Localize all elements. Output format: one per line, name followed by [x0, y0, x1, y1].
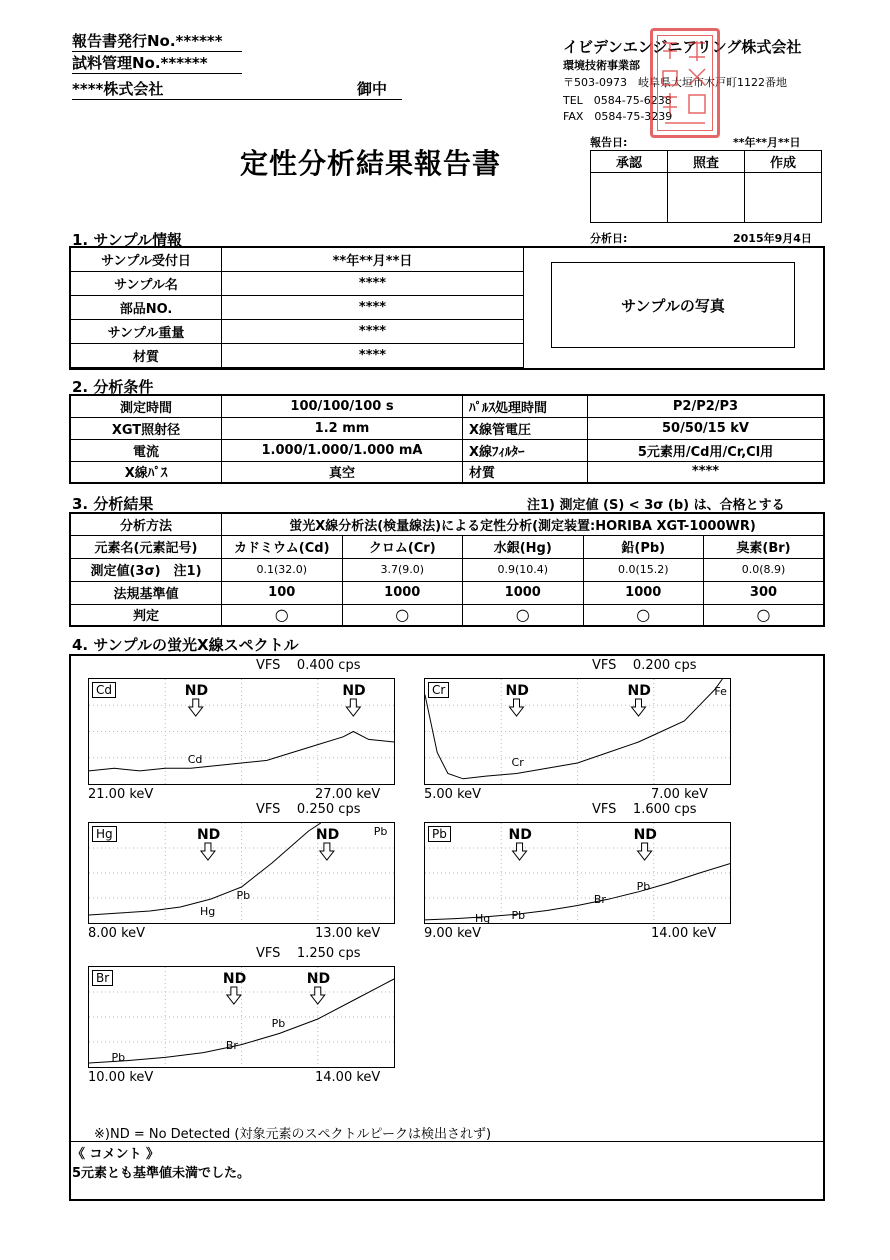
peak-label: Pb — [271, 1017, 286, 1030]
peak-label: Fe — [714, 684, 727, 698]
spectrum-br-vfs-header — [256, 946, 360, 961]
spectrum-hg-plot — [89, 823, 394, 923]
vfs-value: 1.250 — [280, 946, 339, 961]
cell-label: 電流 — [70, 439, 222, 461]
peak-label: Br — [593, 892, 606, 906]
cell-value: **** — [222, 272, 524, 296]
vfs-label: VFS — [592, 802, 617, 817]
company-address: 〒503-0973 岐阜県大垣市木戸町1122番地 — [563, 76, 787, 89]
judgement-label: 判定 — [70, 604, 222, 626]
spectrum-cr-vfs-header — [592, 658, 696, 673]
report-date-label: 報告日: — [590, 136, 628, 149]
spectrum-pb-x-min: 9.00 keV — [424, 926, 482, 941]
cell-label: ﾊﾟﾙｽ処理時間 — [463, 395, 588, 417]
pass-criteria-note: 注1) 測定値 (S) < 3σ (b) は、合格とする — [527, 498, 785, 513]
spectrum-br-x-min: 10.00 keV — [88, 1070, 154, 1085]
nd-footnote: ※)ND = No Detected (対象元素のスペクトルピークは検出されず) — [94, 1127, 492, 1142]
sample-info-table — [70, 247, 524, 368]
peak-label: Hg — [199, 905, 216, 918]
nd-label: ND — [315, 827, 340, 843]
analysis-date-value: 2015年9月4日 — [733, 232, 812, 245]
peak-label: Cd — [187, 753, 203, 767]
peak-label: Hg — [474, 911, 491, 925]
peak-label: Pb — [236, 889, 251, 902]
vfs-unit: cps — [674, 802, 697, 817]
cell-value: 5元素用/Cd用/Cr,Cl用 — [588, 439, 825, 461]
spectrum-hg-x-min: 8.00 keV — [88, 926, 146, 941]
report-title: 定性分析結果報告書 — [240, 147, 502, 180]
cell-label: X線ﾊﾟｽ — [70, 461, 222, 483]
cell-label: 測定時間 — [70, 395, 222, 417]
peak-label: Pb — [511, 908, 526, 922]
judgement-value: ○ — [583, 604, 704, 626]
method-label: 分析方法 — [70, 513, 222, 535]
vfs-label: VFS — [256, 658, 281, 673]
nd-arrow-icon — [638, 843, 652, 860]
vfs-value: 0.400 — [280, 658, 339, 673]
vfs-unit: cps — [338, 946, 361, 961]
company-tel: TEL 0584-75-6238 — [563, 94, 672, 107]
author-cell — [745, 173, 822, 223]
nd-label: ND — [508, 827, 532, 843]
comment-divider — [71, 1141, 823, 1142]
spectrum-pb-chart — [424, 822, 731, 924]
standard-value: 1000 — [583, 581, 704, 604]
report-number: 報告書発行No.****** — [72, 30, 242, 52]
standard-label: 法規基準値 — [70, 581, 222, 604]
measured-value: 0.0(8.9) — [704, 558, 825, 581]
nd-label: ND — [627, 683, 651, 699]
vfs-unit: cps — [674, 658, 697, 673]
element-name: 水銀(Hg) — [463, 535, 584, 558]
section4-title: 4. サンプルの蛍光X線スペクトル — [72, 636, 299, 654]
cell-label: 部品NO. — [71, 296, 222, 320]
vfs-label: VFS — [256, 802, 281, 817]
cell-label: サンプル受付日 — [71, 248, 222, 272]
spectrum-cd-x-max: 27.00 keV — [315, 787, 381, 802]
nd-arrow-icon — [201, 843, 215, 860]
peak-label: Br — [225, 1039, 238, 1053]
spectrum-cr-chart — [424, 678, 731, 785]
spectrum-cd-vfs-header — [256, 658, 360, 673]
spectrum-pb-vfs-header — [592, 802, 696, 817]
cell-label: サンプル重量 — [71, 320, 222, 344]
cell-value: 50/50/15 kV — [588, 417, 825, 439]
spectrum-hg-x-max: 13.00 keV — [315, 926, 381, 941]
nd-arrow-icon — [346, 699, 360, 716]
comment-text: 5元素とも基準値未満でした。 — [72, 1166, 251, 1181]
nd-label: ND — [222, 971, 247, 987]
vfs-value: 0.250 — [280, 802, 339, 817]
vfs-unit: cps — [338, 802, 361, 817]
company-name: イビデンエンジニアリング株式会社 — [563, 38, 802, 56]
element-name: 鉛(Pb) — [583, 535, 704, 558]
nd-arrow-icon — [513, 843, 527, 860]
spectrum-hg-chart — [88, 822, 395, 924]
standard-value: 100 — [222, 581, 343, 604]
cell-value: 1.2 mm — [222, 417, 463, 439]
nd-label: ND — [196, 827, 221, 843]
cell-value: **** — [588, 461, 825, 483]
measured-value: 0.9(10.4) — [463, 558, 584, 581]
method-value: 蛍光X線分析法(検量線法)による定性分析(測定装置:HORIBA XGT-1000WR) — [222, 513, 825, 535]
standard-value: 1000 — [463, 581, 584, 604]
cell-label: XGT照射径 — [70, 417, 222, 439]
approval-header: 承認 — [591, 151, 668, 173]
spectrum-cr-element-tag: Cr — [428, 682, 449, 698]
element-name: 臭素(Br) — [704, 535, 825, 558]
nd-label: ND — [505, 683, 529, 699]
cell-value: 真空 — [222, 461, 463, 483]
vfs-label: VFS — [256, 946, 281, 961]
company-fax: FAX 0584-75-3239 — [563, 110, 673, 123]
cell-value: **年**月**日 — [222, 248, 524, 272]
section3-title: 3. 分析結果 — [72, 495, 154, 513]
honorific: 御中 — [357, 80, 388, 98]
cell-label: 材質 — [463, 461, 588, 483]
spectrum-hg-element-tag: Hg — [92, 826, 117, 842]
element-name: クロム(Cr) — [342, 535, 463, 558]
spectrum-cr-plot — [425, 679, 730, 784]
measured-value: 0.1(32.0) — [222, 558, 343, 581]
measured-label: 測定値(3σ) 注1) — [70, 558, 222, 581]
nd-arrow-icon — [510, 699, 524, 716]
cell-value: 100/100/100 s — [222, 395, 463, 417]
vfs-value: 0.200 — [616, 658, 675, 673]
peak-label: Pb — [111, 1050, 126, 1064]
nd-label: ND — [633, 827, 657, 843]
vfs-label: VFS — [592, 658, 617, 673]
spectrum-cr-x-min: 5.00 keV — [424, 787, 482, 802]
cell-value: **** — [222, 296, 524, 320]
standard-value: 300 — [704, 581, 825, 604]
nd-arrow-icon — [311, 987, 325, 1004]
client-name: ****株式会社 — [72, 80, 164, 98]
nd-label: ND — [342, 683, 366, 699]
nd-label: ND — [184, 683, 209, 699]
cell-label: X線ﾌｨﾙﾀｰ — [463, 439, 588, 461]
measured-value: 3.7(9.0) — [342, 558, 463, 581]
author-header: 作成 — [745, 151, 822, 173]
company-seal-stamp — [650, 28, 720, 138]
spectrum-br-element-tag: Br — [92, 970, 113, 986]
spectrum-pb-x-max: 14.00 keV — [651, 926, 717, 941]
conditions-table — [69, 394, 825, 484]
spectrum-br-x-max: 14.00 keV — [315, 1070, 381, 1085]
nd-arrow-icon — [189, 699, 203, 716]
results-table — [69, 512, 825, 627]
section2-title: 2. 分析条件 — [72, 378, 154, 396]
nd-arrow-icon — [320, 843, 334, 860]
client-line — [72, 78, 402, 100]
cell-value: **** — [222, 320, 524, 344]
comment-header: 《 コメント 》 — [72, 1147, 160, 1162]
peak-label: Cr — [511, 755, 524, 769]
sample-management-number: 試料管理No.****** — [72, 52, 242, 74]
judgement-value: ○ — [222, 604, 343, 626]
vfs-unit: cps — [338, 658, 361, 673]
judgement-value: ○ — [463, 604, 584, 626]
analysis-date-label: 分析日: — [590, 232, 628, 245]
spectrum-hg-vfs-header — [256, 802, 360, 817]
nd-arrow-icon — [632, 699, 646, 716]
company-dept: 環境技術事業部 — [563, 59, 640, 72]
vfs-value: 1.600 — [616, 802, 675, 817]
report-date-value: **年**月**日 — [733, 136, 801, 149]
cell-value: P2/P2/P3 — [588, 395, 825, 417]
cell-label: サンプル名 — [71, 272, 222, 296]
approval-table — [590, 150, 822, 223]
spectrum-br-chart — [88, 966, 395, 1068]
standard-value: 1000 — [342, 581, 463, 604]
review-cell — [668, 173, 745, 223]
judgement-value: ○ — [704, 604, 825, 626]
sample-photo-placeholder: サンプルの写真 — [551, 262, 795, 348]
peak-label: Pb — [636, 880, 651, 894]
spectrum-pb-element-tag: Pb — [428, 826, 451, 842]
nd-arrow-icon — [227, 987, 241, 1004]
spectrum-cd-x-min: 21.00 keV — [88, 787, 154, 802]
cell-label: X線管電圧 — [463, 417, 588, 439]
approval-cell — [591, 173, 668, 223]
spectrum-cr-series-line — [425, 679, 722, 779]
peak-label: Pb — [373, 825, 388, 838]
cell-label: 材質 — [71, 344, 222, 368]
nd-label: ND — [306, 971, 331, 987]
spectrum-cd-element-tag: Cd — [92, 682, 116, 698]
element-label: 元素名(元素記号) — [70, 535, 222, 558]
measured-value: 0.0(15.2) — [583, 558, 704, 581]
element-name: カドミウム(Cd) — [222, 535, 343, 558]
review-header: 照査 — [668, 151, 745, 173]
spectrum-cd-chart — [88, 678, 395, 785]
spectrum-cr-x-max: 7.00 keV — [651, 787, 709, 802]
section1-title: 1. サンプル情報 — [72, 231, 183, 249]
cell-value: **** — [222, 344, 524, 368]
spectrum-pb-plot — [425, 823, 730, 923]
judgement-value: ○ — [342, 604, 463, 626]
cell-value: 1.000/1.000/1.000 mA — [222, 439, 463, 461]
